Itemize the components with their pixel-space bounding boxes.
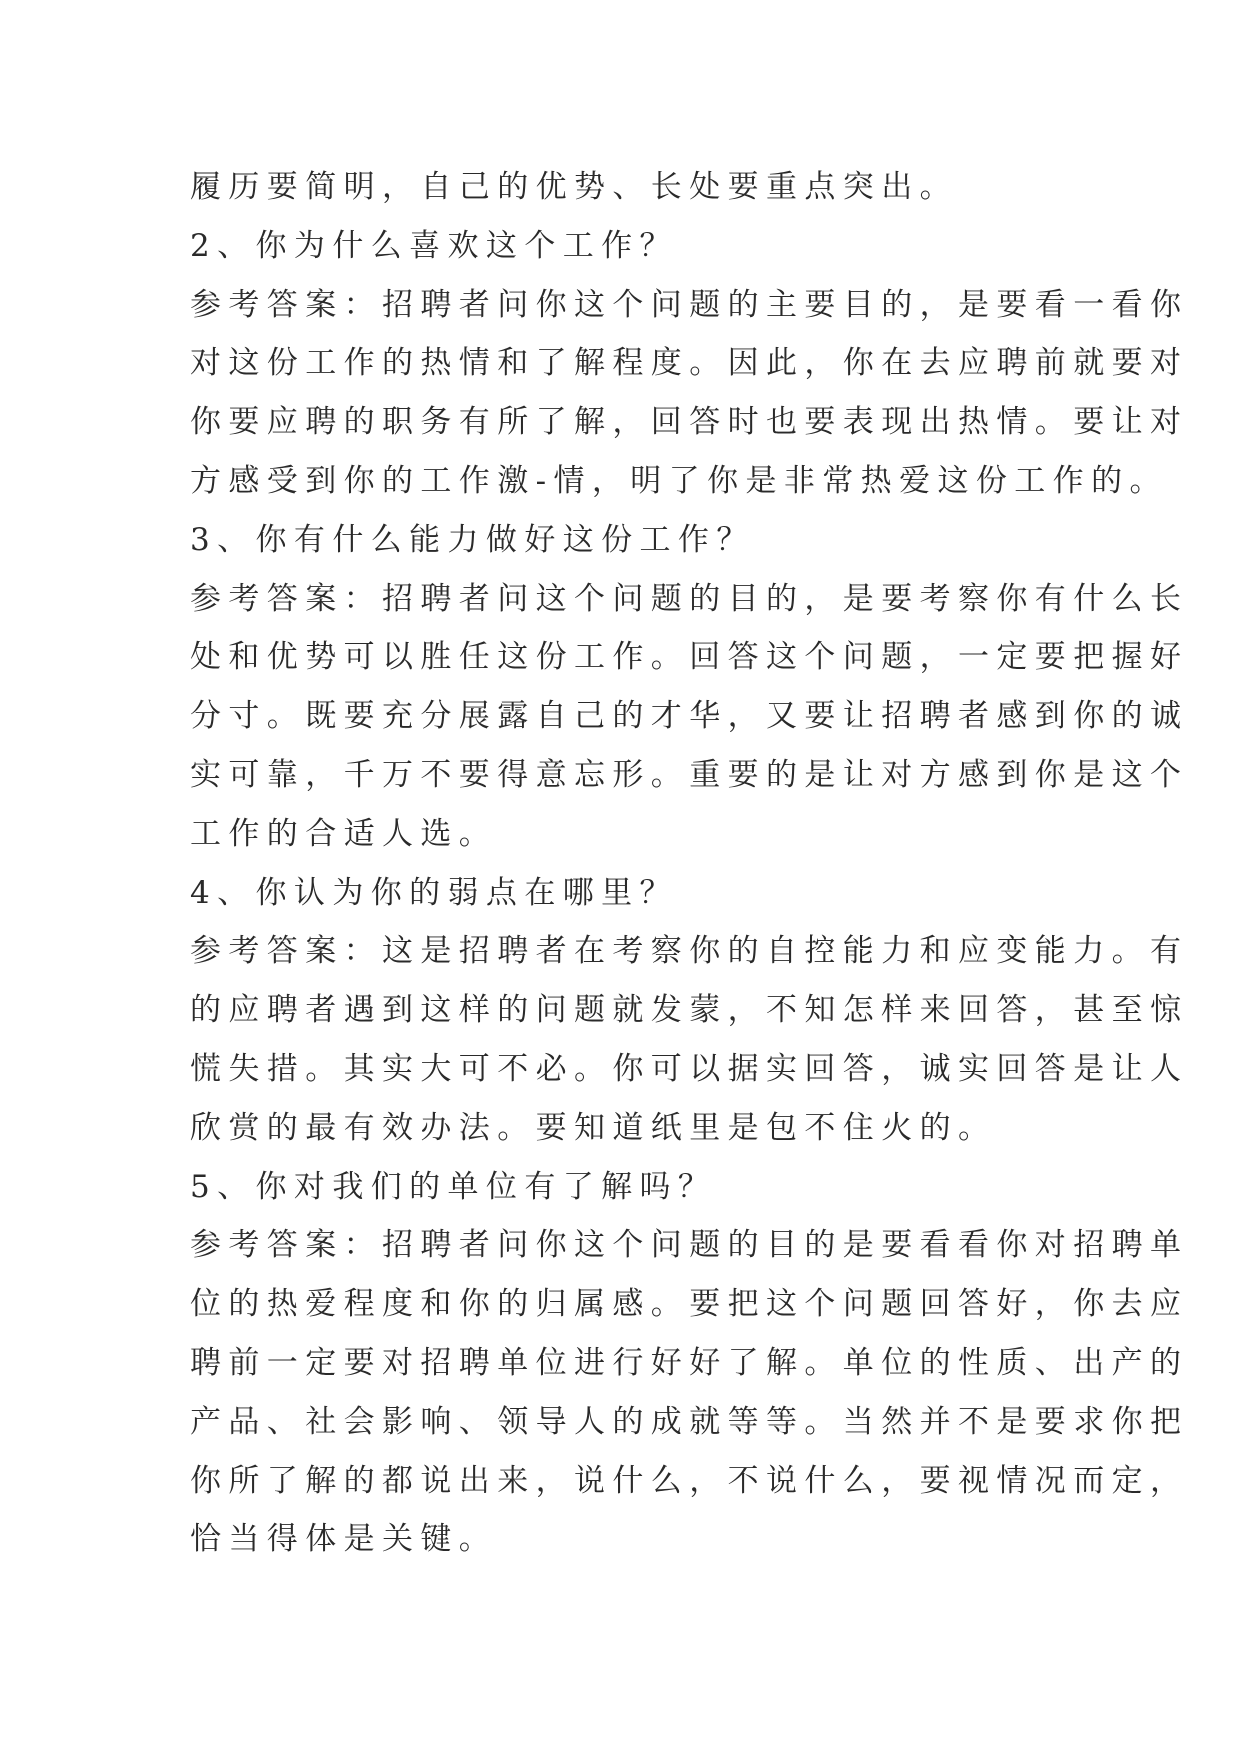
text-line: 你要应聘的职务有所了解，回答时也要表现出热情。要让对 (190, 404, 1189, 441)
text-line: 的应聘者遇到这样的问题就发蒙，不知怎样来回答，甚至惊 (190, 992, 1189, 1029)
text-line: 位的热爱程度和你的归属感。要把这个问题回答好，你去应 (190, 1286, 1189, 1323)
text-line: 参考答案：招聘者问这个问题的目的，是要考察你有什么长 (190, 580, 1189, 617)
text-line: 聘前一定要对招聘单位进行好好了解。单位的性质、出产的 (190, 1344, 1189, 1381)
text-line: 参考答案：招聘者问你这个问题的目的是要看看你对招聘单 (190, 1227, 1189, 1264)
text-line: 方感受到你的工作激-情，明了你是非常热爱这份工作的。 (190, 462, 1168, 499)
text-line: 慌失措。其实大可不必。你可以据实回答，诚实回答是让人 (190, 1050, 1189, 1087)
text-line: 分寸。既要充分展露自己的才华，又要让招聘者感到你的诚 (190, 698, 1189, 735)
text-line: 处和优势可以胜任这份工作。回答这个问题，一定要把握好 (190, 639, 1189, 676)
text-line: 你所了解的都说出来，说什么，不说什么，要视情况而定， (190, 1462, 1189, 1499)
text-line: 履历要简明，自己的优势、长处要重点突出。 (190, 169, 958, 205)
question-heading: 2、你为什么喜欢这个工作？ (190, 227, 678, 264)
text-line: 产品、社会影响、领导人的成就等等。当然并不是要求你把 (190, 1403, 1189, 1440)
text-line: 实可靠，千万不要得意忘形。重要的是让对方感到你是这个 (190, 756, 1189, 793)
question-heading: 4、你认为你的弱点在哪里？ (190, 874, 678, 911)
body-text (190, 158, 1189, 1569)
text-line: 恰当得体是关键。 (190, 1521, 498, 1558)
text-line: 工作的合适人选。 (190, 815, 498, 852)
text-line: 欣赏的最有效办法。要知道纸里是包不住火的。 (190, 1109, 997, 1146)
question-heading: 3、你有什么能力做好这份工作？ (190, 521, 755, 558)
text-line: 对这份工作的热情和了解程度。因此，你在去应聘前就要对 (190, 345, 1189, 382)
text-line: 参考答案：招聘者问你这个问题的主要目的，是要看一看你 (190, 286, 1189, 323)
text-line: 参考答案：这是招聘者在考察你的自控能力和应变能力。有 (190, 933, 1189, 970)
question-heading: 5、你对我们的单位有了解吗？ (190, 1168, 717, 1205)
